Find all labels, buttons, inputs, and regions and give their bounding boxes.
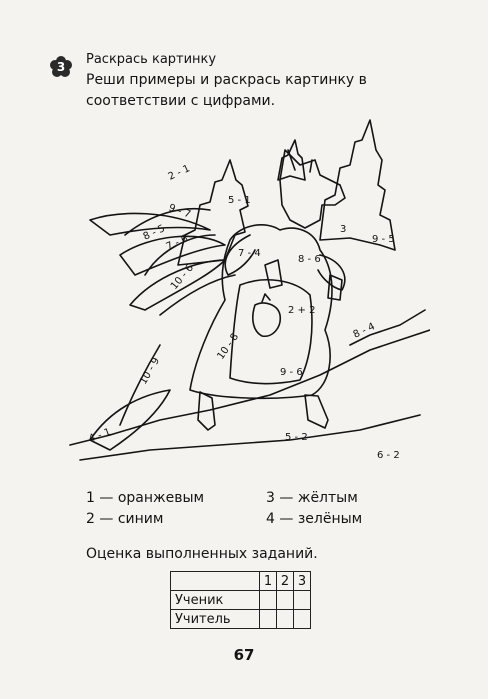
- legend-color: жёлтым: [297, 490, 358, 506]
- grading-column-header: 3: [294, 572, 311, 591]
- exercise-instruction: Реши примеры и раскрась картинку в соответствии с цифрами.: [86, 72, 367, 109]
- legend-item: [266, 490, 358, 506]
- grading-row: [171, 610, 311, 629]
- coloring-picture: [50, 110, 430, 480]
- paw-left: [265, 260, 282, 288]
- legend-dash: —: [279, 511, 294, 527]
- example-label: 3: [340, 224, 347, 235]
- legend-number: 3: [266, 490, 275, 506]
- page-number: 67: [233, 646, 255, 664]
- example-label: 9 - 6: [280, 367, 303, 378]
- legend-number: 1: [86, 490, 95, 506]
- grading-cell[interactable]: [294, 591, 311, 610]
- example-label: 10 - 6: [168, 262, 196, 292]
- ground-line: [70, 330, 430, 445]
- example-label: 8 - 5: [141, 223, 167, 243]
- exercise-number: 3: [56, 60, 66, 74]
- example-label: 9 - 7: [166, 202, 193, 221]
- grading-row: [171, 591, 311, 610]
- example-label: 8 - 6: [298, 254, 321, 265]
- grading-table: [170, 571, 311, 629]
- grading-cell[interactable]: [260, 591, 277, 610]
- example-label: 2 + 2: [288, 305, 316, 316]
- ground-line-2: [80, 415, 420, 460]
- boot-right: [305, 395, 328, 428]
- grading-title: Оценка выполненных заданий.: [86, 546, 318, 562]
- rooster: [253, 303, 280, 336]
- legend-item: [86, 511, 163, 527]
- example-label: 7 - 4: [238, 248, 261, 259]
- rooster-comb: [262, 294, 270, 302]
- grading-cell[interactable]: [260, 610, 277, 629]
- grading-column-header: 1: [260, 572, 277, 591]
- grading-row-label: Учитель: [171, 610, 260, 629]
- legend-color: зелёным: [297, 511, 363, 527]
- legend-dash: —: [99, 490, 114, 506]
- example-label: 8 - 4: [351, 321, 377, 341]
- example-label: 9 - 5: [372, 234, 395, 245]
- legend-dash: —: [279, 490, 294, 506]
- legend-dash: —: [99, 511, 114, 527]
- legend-color: оранжевым: [117, 490, 205, 506]
- exercise-badge: [50, 56, 72, 78]
- legend-number: 2: [86, 511, 95, 527]
- grading-cell[interactable]: [277, 610, 294, 629]
- legend-color: синим: [117, 511, 164, 527]
- grading-cell[interactable]: [294, 610, 311, 629]
- example-label: 2 - 1: [166, 163, 192, 183]
- example-label: 4 - 1: [87, 426, 113, 445]
- grading-column-header: 2: [277, 572, 294, 591]
- grading-cell[interactable]: [277, 591, 294, 610]
- grading-row-label: Ученик: [171, 591, 260, 610]
- example-label: 5 - 1: [228, 195, 251, 206]
- example-label: 10 - 9: [138, 355, 163, 387]
- fox-ears: [288, 150, 312, 172]
- grading-corner-cell: [171, 572, 260, 591]
- example-label: 10 - 8: [215, 331, 242, 362]
- grading-header-row: [171, 572, 311, 591]
- right-tree: [320, 120, 395, 250]
- legend-number: 4: [266, 511, 275, 527]
- legend-item: [266, 511, 362, 527]
- legend-item: [86, 490, 204, 506]
- example-label: 5 - 2: [285, 432, 308, 443]
- example-label: 7 - 6: [164, 233, 190, 253]
- exercise-title: Раскрась картинку: [86, 52, 217, 67]
- example-label: 6 - 2: [377, 450, 400, 461]
